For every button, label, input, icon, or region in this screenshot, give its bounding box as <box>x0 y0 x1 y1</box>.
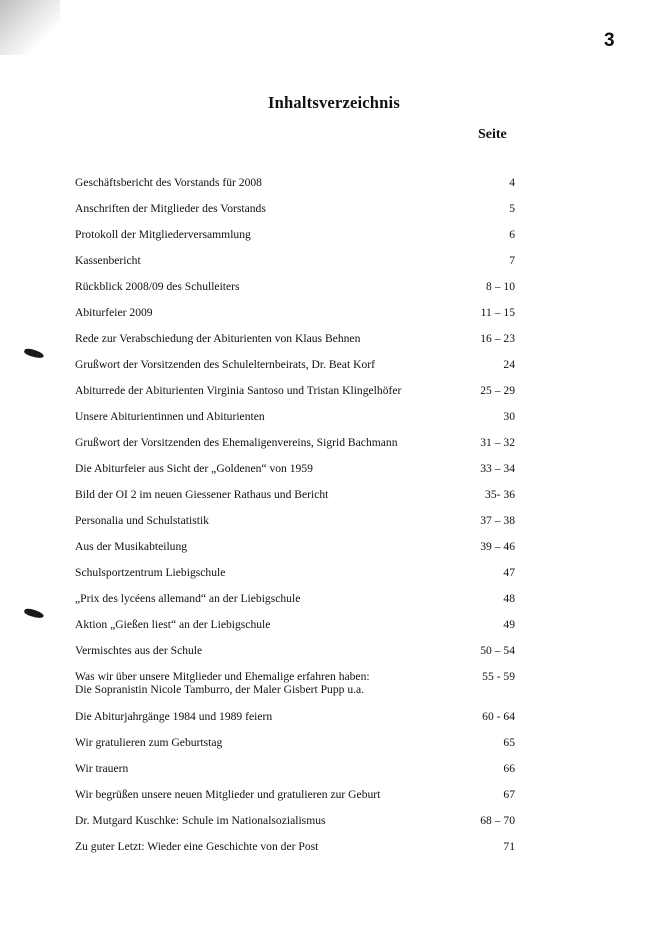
toc-entry-pages: 47 <box>503 566 515 579</box>
toc-entry-pages: 7 <box>509 254 515 267</box>
toc-entry-pages: 60 - 64 <box>482 710 515 723</box>
toc-entry <box>75 306 515 319</box>
toc-entry-title: Dr. Mutgard Kuschke: Schule im Nationalsozialismus <box>75 814 326 827</box>
scan-corner-shadow <box>0 0 60 55</box>
toc-entry-title: Was wir über unsere Mitglieder und Ehemalige erfahren haben: <box>75 670 370 683</box>
toc-entry <box>75 762 515 775</box>
toc-entry-title: Bild der OI 2 im neuen Giessener Rathaus und Bericht <box>75 488 329 501</box>
toc-entry <box>75 618 515 631</box>
toc-entry-pages: 48 <box>503 592 515 605</box>
toc-entry-pages: 5 <box>509 202 515 215</box>
toc-entry-title: Personalia und Schulstatistik <box>75 514 209 527</box>
toc-entry <box>75 540 515 553</box>
toc-entry <box>75 358 515 371</box>
toc-entry-pages: 33 – 34 <box>480 462 515 475</box>
toc-entry <box>75 670 515 696</box>
toc-entry <box>75 710 515 723</box>
toc-entry-title: Rückblick 2008/09 des Schulleiters <box>75 280 240 293</box>
toc-entry-title: Zu guter Letzt: Wieder eine Geschichte von der Post <box>75 840 319 853</box>
toc-entry <box>75 514 515 527</box>
toc-entry-pages: 16 – 23 <box>480 332 515 345</box>
toc-entry-pages: 55 - 59 <box>482 670 515 683</box>
toc-entry-title: Unsere Abiturientinnen und Abiturienten <box>75 410 265 423</box>
toc-entry-title: Wir begrüßen unsere neuen Mitglieder und gratulieren zur Geburt <box>75 788 381 801</box>
toc-entry-pages: 37 – 38 <box>480 514 515 527</box>
toc-entry-title-line2: Die Sopranistin Nicole Tamburro, der Maler Gisbert Pupp u.a. <box>75 683 365 696</box>
toc-entry <box>75 410 515 423</box>
toc-entry-pages: 39 – 46 <box>480 540 515 553</box>
toc-entry-title: Rede zur Verabschiedung der Abiturienten von Klaus Behnen <box>75 332 361 345</box>
toc-entry-title: Aus der Musikabteilung <box>75 540 188 553</box>
toc-entry-title: Schulsportzentrum Liebigschule <box>75 566 226 579</box>
toc-entry-pages: 30 <box>503 410 515 423</box>
toc-entry <box>75 488 515 501</box>
toc-entry-title: Vermischtes aus der Schule <box>75 644 203 657</box>
toc-entry-pages: 65 <box>503 736 515 749</box>
toc-entry <box>75 202 515 215</box>
toc-entry-title: Protokoll der Mitgliederversammlung <box>75 228 251 241</box>
toc-entry-pages: 49 <box>503 618 515 631</box>
toc-entry-title: Abiturrede der Abiturienten Virginia Santoso und Tristan Klingelhöfer <box>75 384 402 397</box>
toc-entry-title: „Prix des lycéens allemand“ an der Liebigschule <box>75 592 301 605</box>
toc-entry <box>75 644 515 657</box>
toc-entry-title: Anschriften der Mitglieder des Vorstands <box>75 202 266 215</box>
toc-entry-title: Wir gratulieren zum Geburtstag <box>75 736 223 749</box>
toc-entry <box>75 332 515 345</box>
toc-entry <box>75 566 515 579</box>
toc-entry-pages: 35- 36 <box>485 488 515 501</box>
toc-entry <box>75 814 515 827</box>
toc-entry-pages: 8 – 10 <box>486 280 515 293</box>
toc-entry <box>75 280 515 293</box>
toc-entry-title: Wir trauern <box>75 762 129 775</box>
toc-entry <box>75 462 515 475</box>
toc-entry-title: Geschäftsbericht des Vorstands für 2008 <box>75 176 262 189</box>
toc-entry-title: Abiturfeier 2009 <box>75 306 153 319</box>
binder-hole-mark-top <box>23 347 44 360</box>
binder-hole-mark-bottom <box>23 607 44 620</box>
toc-entry-pages: 71 <box>503 840 515 853</box>
toc-entry <box>75 228 515 241</box>
toc-entry-pages: 66 <box>503 762 515 775</box>
toc-entry <box>75 176 515 189</box>
toc-entry <box>75 384 515 397</box>
toc-entry-pages: 67 <box>503 788 515 801</box>
toc-entry-title: Grußwort der Vorsitzenden des Schulelternbeirats, Dr. Beat Korf <box>75 358 375 371</box>
toc-entry-pages: 11 – 15 <box>480 306 515 319</box>
toc-entry <box>75 254 515 267</box>
toc-entry <box>75 592 515 605</box>
toc-entry-title: Aktion „Gießen liest“ an der Liebigschule <box>75 618 271 631</box>
toc-title: Inhaltsverzeichnis <box>268 93 400 112</box>
toc-entry-pages: 50 – 54 <box>480 644 515 657</box>
toc-entry-pages: 25 – 29 <box>480 384 515 397</box>
toc-entry-pages: 31 – 32 <box>480 436 515 449</box>
toc-entry-pages: 6 <box>509 228 515 241</box>
page-column-header: Seite <box>478 127 507 142</box>
toc-entry-title: Kassenbericht <box>75 254 141 267</box>
toc-entry-pages: 4 <box>509 176 515 189</box>
toc-entry-pages: 68 – 70 <box>480 814 515 827</box>
toc-entry <box>75 840 515 853</box>
toc-entry-pages: 24 <box>503 358 515 371</box>
toc-entry-title: Die Abiturfeier aus Sicht der „Goldenen“ von 1959 <box>75 462 313 475</box>
toc-entry-title: Grußwort der Vorsitzenden des Ehemaligenvereins, Sigrid Bachmann <box>75 436 398 449</box>
toc-entry <box>75 436 515 449</box>
toc-entry <box>75 736 515 749</box>
toc-entry <box>75 788 515 801</box>
page-number: 3 <box>604 30 615 51</box>
toc-entry-title: Die Abiturjahrgänge 1984 und 1989 feiern <box>75 710 273 723</box>
